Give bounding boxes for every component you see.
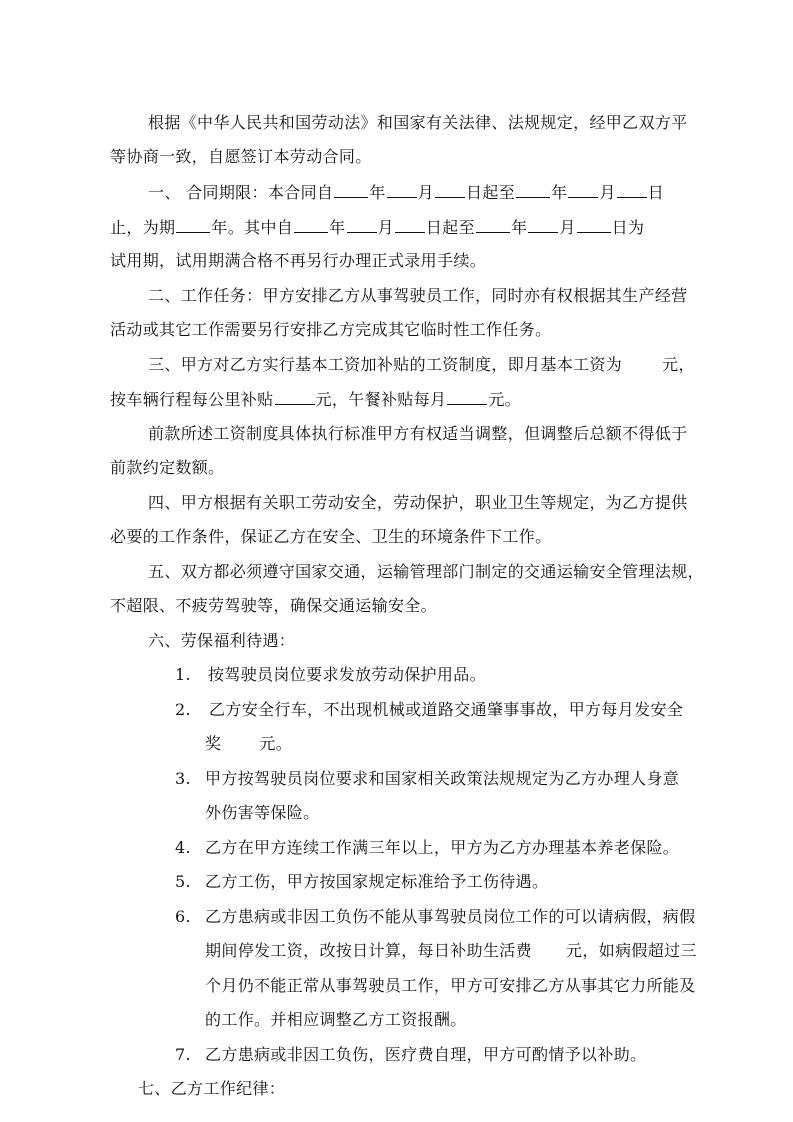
blank-field xyxy=(176,216,210,233)
list-number: 7. xyxy=(175,1045,191,1064)
blank-field xyxy=(294,216,328,233)
list-number: 2. xyxy=(175,700,191,719)
blank-field xyxy=(395,216,425,233)
text: 元。 xyxy=(488,390,522,409)
list-text: 乙方患病或非因工负伤不能从事驾驶员岗位工作的可以请病假，病假 xyxy=(205,907,696,926)
list-number: 5. xyxy=(175,872,191,891)
text: 日起至 xyxy=(425,218,475,237)
list-item-6-cont-3: 的工作。并相应调整乙方工资报酬。 xyxy=(205,1010,467,1029)
list-item-6-cont-2: 个月仍不能正常从事驾驶员工作，甲方可安排乙方从事其它力所能及 xyxy=(205,976,696,995)
section-5-line-2: 不超限、不疲劳驾驶等，确保交通运输安全。 xyxy=(110,596,438,615)
text: 月 xyxy=(599,183,616,202)
text: 月 xyxy=(417,183,435,202)
blank-field xyxy=(435,181,465,198)
list-text: 元。 xyxy=(259,734,293,753)
section-6-heading: 六、劳保福利待遇： xyxy=(148,631,296,650)
list-item-3 xyxy=(175,768,679,790)
text: 年。其中自 xyxy=(211,218,294,237)
list-text: 乙方患病或非因工负伤，医疗费自理，甲方可酌情予以补助。 xyxy=(205,1045,647,1064)
list-number: 1. xyxy=(175,665,191,684)
text: 三、甲方对乙方实行基本工资加补贴的工资制度，即月基本工资为 xyxy=(148,355,623,374)
text: 止，为期 xyxy=(110,218,176,237)
section-2-line-2: 活动或其它工作需要另行安排乙方完成其它临时性工作任务。 xyxy=(110,320,552,339)
text: 年 xyxy=(551,183,568,202)
section-3-line-2 xyxy=(110,388,521,410)
list-number: 3. xyxy=(175,769,191,788)
list-item-6-cont-1 xyxy=(205,940,697,962)
text: 按车辆行程每公里补贴 xyxy=(110,390,274,409)
blank-field xyxy=(617,181,647,198)
intro-line-1: 根据《中华人民共和国劳动法》和国家有关法律、法规规定，经甲乙双方平 xyxy=(148,113,688,132)
section-4-line-2: 必要的工作条件，保证乙方在安全、卫生的环境条件下工作。 xyxy=(110,527,552,546)
blank-field xyxy=(347,216,377,233)
section-1-line-3: 试用期，试用期满合格不再另行办理正式录用手续。 xyxy=(110,251,487,270)
list-item-1 xyxy=(175,664,486,686)
list-text: 奖 xyxy=(205,734,222,753)
list-text: 期间停发工资，改按日计算，每日补助生活费 xyxy=(205,941,533,960)
list-number: 6. xyxy=(175,907,191,926)
section-4-line-1: 四、甲方根据有关职工劳动安全，劳动保护，职业卫生等规定，为乙方提供 xyxy=(148,493,688,512)
list-item-2 xyxy=(175,699,683,721)
text: 一、 合同期限：本合同自 xyxy=(148,183,334,202)
blank-field xyxy=(334,181,368,198)
blank-field xyxy=(275,388,315,405)
blank-field xyxy=(516,181,550,198)
intro-line-2: 等协商一致，自愿签订本劳动合同。 xyxy=(110,147,372,166)
list-item-2-cont xyxy=(205,733,292,755)
list-text: 元，如病假超过三 xyxy=(566,941,697,960)
text: 日 xyxy=(647,183,665,202)
text: 元， xyxy=(662,355,695,374)
text: 日起至 xyxy=(466,183,516,202)
list-item-3-cont: 外伤害等保险。 xyxy=(205,803,320,822)
list-text: 甲方按驾驶员岗位要求和国家相关政策法规规定为乙方办理人身意 xyxy=(205,769,680,788)
text: 月 xyxy=(559,218,576,237)
list-item-5 xyxy=(175,871,548,893)
text: 月 xyxy=(377,218,394,237)
blank-field xyxy=(476,216,510,233)
list-text: 乙方工伤，甲方按国家规定标准给予工伤待遇。 xyxy=(205,872,549,891)
blank-field xyxy=(447,388,487,405)
section-5-line-1: 五、双方都必须遵守国家交通，运输管理部门制定的交通运输安全管理法规， xyxy=(148,562,704,581)
text: 日为 xyxy=(611,218,645,237)
text: 年 xyxy=(510,218,528,237)
list-text: 按驾驶员岗位要求发放劳动保护用品。 xyxy=(208,665,486,684)
section-3-para-2-line-1: 前款所述工资制度具体执行标准甲方有权适当调整，但调整后总额不得低于 xyxy=(148,424,688,443)
section-3-para-2-line-2: 前款约定数额。 xyxy=(110,458,225,477)
section-1-line-2 xyxy=(110,216,644,238)
blank-field xyxy=(577,216,611,233)
section-2-line-1: 二、工作任务：甲方安排乙方从事驾驶员工作，同时亦有权根据其生产经营 xyxy=(148,286,688,305)
blank-field xyxy=(528,216,558,233)
section-1-line-1 xyxy=(148,181,664,203)
list-number: 4. xyxy=(175,838,191,857)
list-text: 乙方安全行车，不出现机械或道路交通肇事事故，甲方每月发安全 xyxy=(209,700,684,719)
list-text: 乙方在甲方连续工作满三年以上，甲方为乙方办理基本养老保险。 xyxy=(205,838,680,857)
list-item-7 xyxy=(175,1044,646,1066)
section-7-heading: 七、乙方工作纪律： xyxy=(138,1079,286,1098)
text: 年 xyxy=(329,218,346,237)
list-item-4 xyxy=(175,837,679,859)
section-3-line-1 xyxy=(148,354,695,376)
blank-field xyxy=(387,181,417,198)
text: 年 xyxy=(369,183,386,202)
blank-field xyxy=(568,181,598,198)
text: 元，午餐补贴每月 xyxy=(315,390,447,409)
list-item-6 xyxy=(175,906,696,928)
